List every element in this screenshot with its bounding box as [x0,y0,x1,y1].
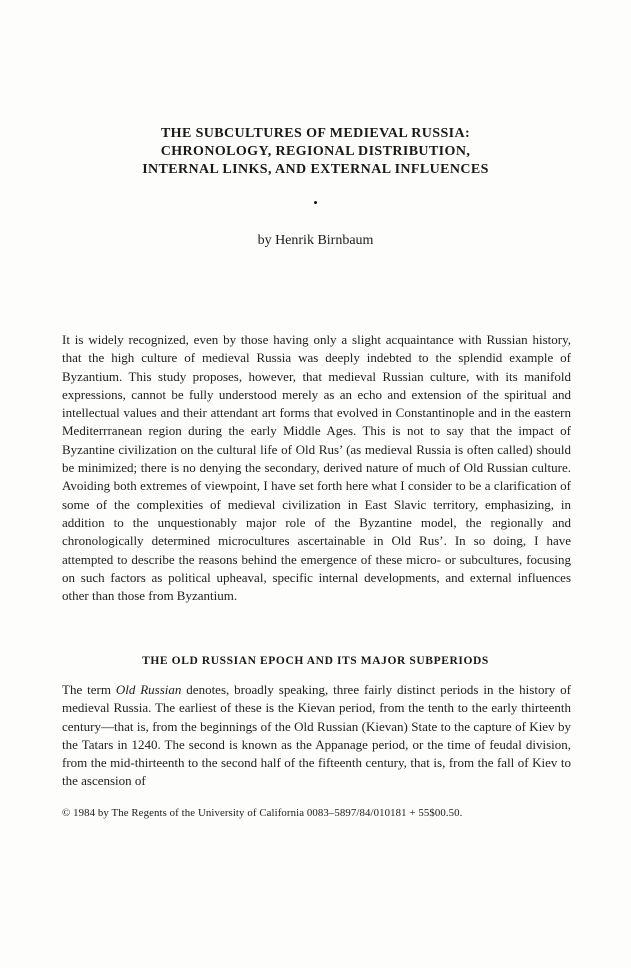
copyright-line: © 1984 by The Regents of the University of California 0083–5897/84/010181 + 55$00.50. [62,807,463,819]
author-byline: by Henrik Birnbaum [257,233,374,248]
ornament-dot: • [313,195,318,210]
paragraph-old-russian-epoch [62,681,571,791]
article-title-line-2: CHRONOLOGY, REGIONAL DISTRIBUTION, [160,143,471,159]
paragraph-introduction: It is widely recognized, even by those having only a slight acquaintance with Russian history, that the high culture of medieval Russia was deeply indebted to the splendid example of Byzantium. This study proposes, however, that medieval Russian culture, with its manifold expressions, cannot be fully understood merely as an echo and extension of the spiritual and intellectual values and their attendant art forms that evolved in Constantinople and in the eastern Mediterrranean region during the early Middle Ages. This is not to say that the impact of Byzantine civilization on the cultural life of Old Rus’ (as medieval Russia is often called) should be minimized; there is no denying the secondary, derived nature of much of Old Russian culture. Avoiding both extremes of viewpoint, I have set forth here what I consider to be a clarification of some of the complexities of medieval civilization in East Slavic territory, emphasizing, in addition to the unquestionably major role of the Byzantine model, the regionally and chronologically determined microcultures ascertainable in Old Rus’. In so doing, I have attempted to describe the reasons behind the emergence of these micro- or subcultures, focusing on such factors as political upheaval, specific internal developments, and external influences other than those from Byzantium. [62,332,571,604]
term-old-russian: Old Russian [115,682,182,697]
article-title-line-3: INTERNAL LINKS, AND EXTERNAL INFLUENCES [142,161,489,177]
paragraph-text-rest: denotes, broadly speaking, three fairly distinct periods in the history of medieval Russia. The earliest of these is the Kievan period, from the tenth to the early thirteenth century—that is, from the beginnings of the Old Russian (Kievan) State to the capture of Kiev by the Tatars in 1240. The second is known as the Appanage period, or the time of feudal division, from the mid-thirteenth to the second half of the fifteenth century, that is, from the fall of Kiev to the ascension of [62,682,571,789]
section-heading-old-russian-epoch: THE OLD RUSSIAN EPOCH AND ITS MAJOR SUBPERIODS [142,655,489,667]
article-title-line-1: THE SUBCULTURES OF MEDIEVAL RUSSIA: [160,126,471,141]
article-title [0,125,631,178]
paragraph-text-prefix: The term [62,682,116,697]
